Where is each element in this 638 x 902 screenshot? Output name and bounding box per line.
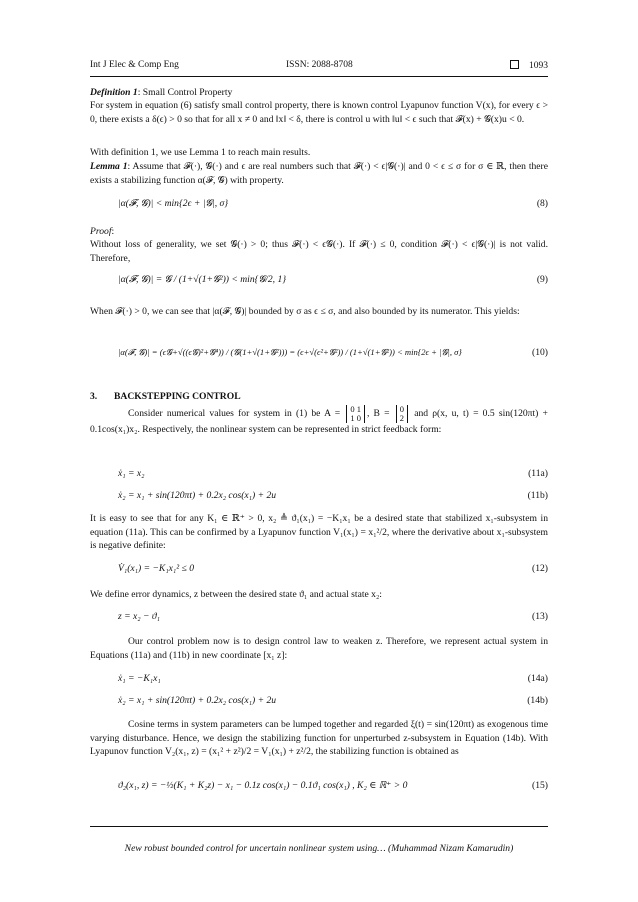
paragraph-after-eq9: When 𝓕(·) > 0, we can see that |α(𝓕, 𝓖)| bounded by σ as ϵ ≤ σ, and also bounded by its numerator. This yields: xyxy=(90,306,520,317)
issn: ISSN: 2088-8708 xyxy=(286,60,353,70)
proof-label: Proof xyxy=(90,226,112,237)
equation-10: |α(𝓕, 𝓖)| = (ϵ𝓖+√((ϵ𝓖)²+𝓖⁴)) / (𝓖(1+√(1+𝓖²))) = (ϵ+√(ϵ²+𝓖²)) / (1+√(1+𝓖²)) < min{2ϵ + |𝓖|, σ} xyxy=(118,347,462,357)
definition-heading xyxy=(90,86,548,100)
equation-13: z = x₂ − ϑ₁ xyxy=(118,611,160,622)
section-paragraph-1 xyxy=(90,405,548,437)
matrix-a-row2: 1 0 xyxy=(350,413,361,423)
equation-8: |α(𝓕, 𝓖)| < min{2ϵ + |𝓖|, σ} xyxy=(118,198,229,209)
matrix-b-row2: 2 xyxy=(399,413,404,423)
equation-11a: ẋ₁ = x₂ xyxy=(118,468,145,479)
equation-12: V̇₁(x₁) = −K₁x₁² ≤ 0 xyxy=(118,563,194,574)
equation-15-number: (15) xyxy=(532,780,548,791)
equation-8-number: (8) xyxy=(536,198,548,209)
definition-title: Definition 1 xyxy=(90,87,138,98)
section-heading xyxy=(90,391,241,402)
equation-10-number: (10) xyxy=(532,347,548,358)
equation-14b-number: (14b) xyxy=(527,695,548,706)
section-title: BACKSTEPPING CONTROL xyxy=(114,391,241,402)
equation-11b-number: (11b) xyxy=(527,490,548,501)
paragraph-after-eq11: It is easy to see that for any K₁ ∈ ℝ⁺ > 0, x₂ ≜ ϑ₁(x₁) = −K₁x₁ be a desired state that stabilized x₁-subsystem in equation (11a). This can be confirmed by a Lyapunov function V₁(x₁) = x₁²/2, where the derivative about x₁-subsystem is negative definite: xyxy=(90,513,548,551)
page-number: 1093 xyxy=(529,61,548,71)
matrix-a xyxy=(346,405,365,423)
matrix-b-row1: 0 xyxy=(399,404,404,414)
lemma-title: Lemma 1 xyxy=(90,161,128,172)
lemma-paragraph xyxy=(90,160,548,187)
paragraph-after-eq13 xyxy=(90,635,548,662)
equation-14a: ẋ₁ = −K₁x₁ xyxy=(118,673,161,684)
paragraph-after-eq14 xyxy=(90,718,548,759)
paragraph-after-eq13-text: Our control problem now is to design control law to weaken z. Therefore, we represent actual system in Equations (11a) and (11b) in new coordinate [x₁ z]: xyxy=(90,636,548,661)
section-p1b: , B = xyxy=(366,408,390,420)
proof-title: Proof: xyxy=(90,226,115,237)
definition-text: For system in equation (6) satisfy small control property, there is known control Lyapunov function V(x), for every ϵ > 0, there exists a δ(ϵ) > 0 so that for all x ≠ 0 and ‖x‖ < δ, there is control u with ‖u‖ < ϵ such that 𝓕(x) + 𝓖(x)u < 0. xyxy=(90,100,548,125)
equation-11a-number: (11a) xyxy=(528,468,548,479)
matrix-b xyxy=(396,405,408,423)
running-header xyxy=(90,60,548,74)
section-p1c: and ρ(x, u, t) = 0.5 sin(120πt) + 0.1cos(x₁)x₂. Respectively, the nonlinear system can be represented in strict feedback form: xyxy=(90,408,548,435)
footer-rule xyxy=(90,826,548,827)
equation-15: ϑ₂(x₁, z) = −½(K₁ + K₂z) − x₁ − 0.1z cos(x₁) − 0.1ϑ₁ cos(x₁) , K₂ ∈ ℝ⁺ > 0 xyxy=(118,780,408,791)
matrix-a-row1: 0 1 xyxy=(350,404,361,414)
equation-9-number: (9) xyxy=(536,274,548,285)
section-number: 3. xyxy=(90,391,98,402)
equation-12-number: (12) xyxy=(532,563,548,574)
paragraph-before-eq13: We define error dynamics, z between the desired state ϑ₁ and actual state x₂: xyxy=(90,589,382,600)
equation-13-number: (13) xyxy=(532,611,548,622)
running-footer: New robust bounded control for uncertain nonlinear system using… (Muhammad Nizam Kamarudin) xyxy=(124,843,514,854)
definition-title-rest: : Small Control Property xyxy=(137,87,233,98)
equation-9: |α(𝓕, 𝓖)| = 𝓖 / (1+√(1+𝓖²)) < min{𝓖/2, 1} xyxy=(118,274,287,285)
journal-name: Int J Elec & Comp Eng xyxy=(90,60,179,70)
equation-11b: ẋ₂ = x₁ + sin(120πt) + 0.2x₂ cos(x₁) + 2u xyxy=(118,490,277,501)
paragraph-after-eq14-text: Cosine terms in system parameters can be lumped together and regarded ξ(t) = sin(120πt) as exogenous time varying disturbance. Hence, we design the stabilizing function for unperturbed z-subsystem in Equation (14b). With Lyapunov function V₂(x₁, z) = (x₁² + z²)/2 = V₁(x₁) + z²/2, the stabilizing function is obtained as xyxy=(90,719,548,757)
header-rule xyxy=(90,76,548,77)
section-p1a: Consider numerical values for system in (1) be A = xyxy=(128,408,341,420)
equation-14a-number: (14a) xyxy=(527,673,548,684)
lemma-intro: With definition 1, we use Lemma 1 to reach main results. xyxy=(90,147,311,158)
checkbox-square-icon xyxy=(510,60,519,69)
proof-text: Without loss of generality, we set 𝓖(·) > 0; thus 𝓕(·) < ϵ𝓖(·). If 𝓕(·) ≤ 0, condition 𝓕(·) < ϵ|𝓖(·)| is not valid. Therefore, xyxy=(90,239,548,264)
equation-14b: ẋ₂ = x₁ + sin(120πt) + 0.2x₂ cos(x₁) + 2u xyxy=(118,695,277,706)
page-number-block xyxy=(510,60,548,71)
lemma-text: : Assume that 𝓕(·), 𝓖(·) and ϵ are real numbers such that 𝓕(·) < ϵ|𝓖(·)| and 0 < ϵ ≤ σ for σ ∈ ℝ, then there exists a stabilizing function α(𝓕, 𝓖) with property. xyxy=(90,161,548,186)
